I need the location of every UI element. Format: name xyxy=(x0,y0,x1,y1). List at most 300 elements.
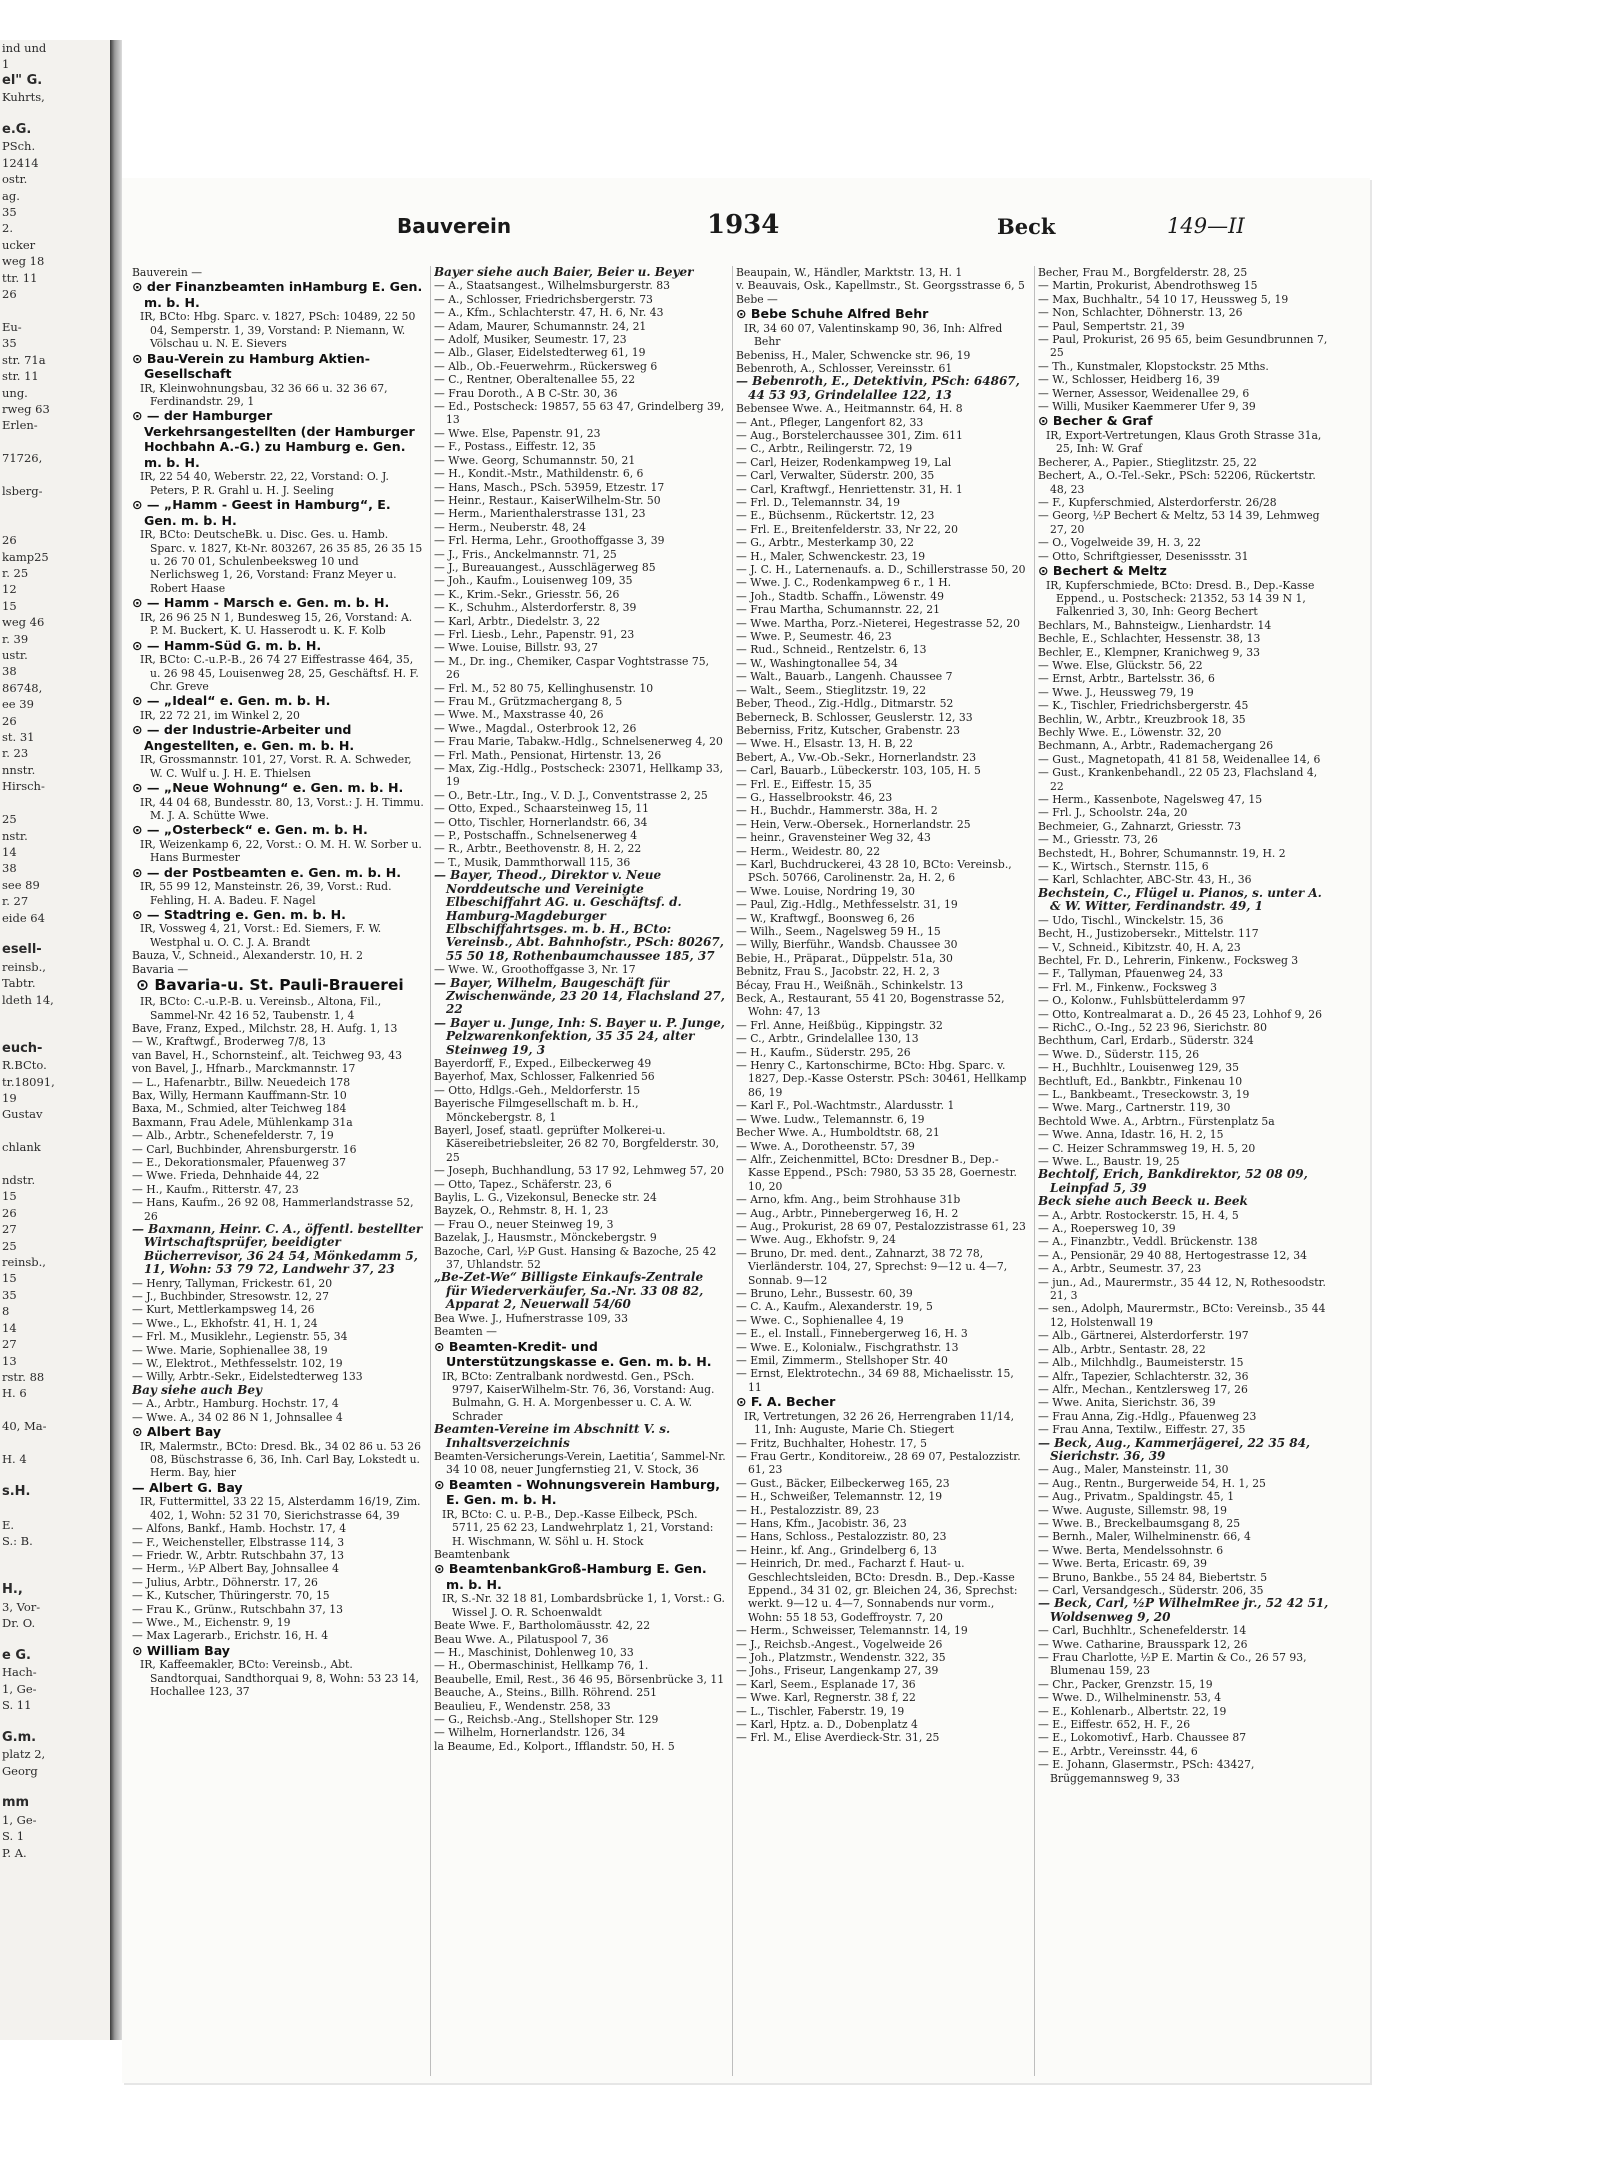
header-year: 1934 xyxy=(707,210,780,240)
fragment-line: 71726, xyxy=(2,451,43,466)
directory-entry: Bechtel, Fr. D., Lehrerin, Finkenw., Focksweg 3 xyxy=(1038,953,1299,967)
directory-entry: — Wwe., M., Eichenstr. 9, 19 xyxy=(132,1615,291,1629)
directory-entry: — Frl. E., Eiffestr. 15, 35 xyxy=(736,777,872,791)
directory-entry: — K., Krim.-Sekr., Griesstr. 56, 26 xyxy=(434,587,620,601)
fragment-line: 3, Vor- xyxy=(2,1599,41,1614)
directory-entry: — Karl, Seem., Esplanade 17, 36 xyxy=(736,1677,916,1691)
directory-entry: — Wwe. H., Elsastr. 13, H. B, 22 xyxy=(736,737,913,751)
directory-entry: — E., el. Install., Finnebergerweg 16, H. 3 xyxy=(736,1327,968,1341)
directory-entry: Bayerische Filmgesellschaft m. b. H., Mönckebergstr. 8, 1 xyxy=(434,1097,639,1124)
directory-entry: Bave, Franz, Exped., Milchstr. 28, H. Aufg. 1, 13 xyxy=(132,1021,398,1035)
directory-entry: — Alfr., Mechan., Kentzlersweg 17, 26 xyxy=(1038,1382,1248,1396)
directory-entry: — H., Schweißer, Telemannstr. 12, 19 xyxy=(736,1490,943,1504)
fragment-line: Dr. O. xyxy=(2,1616,36,1630)
directory-entry: — Wwe. Karl, Regnerstr. 38 f, 22 xyxy=(736,1691,916,1705)
fragment-line: Georg xyxy=(2,1763,38,1778)
directory-entry: Beber, Theod., Zig.-Hdlg., Ditmarstr. 52 xyxy=(736,697,954,711)
directory-entry: — E., Büchsenm., Rückertstr. 12, 23 xyxy=(736,509,935,523)
directory-entry: Bayerhof, Max, Schlosser, Falkenried 56 xyxy=(434,1070,655,1084)
fragment-line: S.: B. xyxy=(2,1533,33,1548)
firm-heading: ⊙ — „Osterbeck“ e. Gen. m. b. H. xyxy=(132,822,368,838)
directory-entry: — Bernh., Maler, Wilhelminenstr. 66, 4 xyxy=(1038,1530,1251,1544)
directory-entry: — Frl. M., Elise Averdieck-Str. 31, 25 xyxy=(736,1731,940,1745)
directory-entry: — A., Arbtr., Seumestr. 37, 23 xyxy=(1038,1262,1202,1276)
fragment-line: 15 xyxy=(2,1271,17,1286)
directory-entry: Bayerdorff, F., Exped., Eilbeckerweg 49 xyxy=(434,1056,652,1070)
page-number: 149—II xyxy=(1167,214,1245,238)
directory-entry: von Bavel, J., Hfnarb., Marckmannstr. 17 xyxy=(132,1062,356,1076)
directory-entry: — Alb., Ob.-Feuerwehrm., Rückersweg 6 xyxy=(434,359,658,373)
fragment-line: 26 xyxy=(2,287,17,302)
fragment-line: Eu- xyxy=(2,319,22,334)
fragment-line: 14 xyxy=(2,844,17,859)
fragment-line: 38 xyxy=(2,861,17,876)
directory-entry: — Otto, Tischler, Hornerlandstr. 66, 34 xyxy=(434,815,648,829)
directory-entry: — A., Finanzbtr., Veddl. Brückenstr. 138 xyxy=(1038,1235,1258,1249)
directory-entry: — H., Obermaschinist, Hellkamp 76, 1. xyxy=(434,1659,649,1673)
directory-entry: Becher Wwe. A., Humboldtstr. 68, 21 xyxy=(736,1126,940,1140)
fragment-line: H. 6 xyxy=(2,1386,27,1401)
directory-entry: — Carl, Buchhltr., Schenefelderstr. 14 xyxy=(1038,1624,1247,1638)
directory-entry: — Joh., Stadtb. Schaffn., Löwenstr. 49 xyxy=(736,589,944,603)
directory-entry: Bécay, Frau H., Weißnäh., Schinkelstr. 13 xyxy=(736,978,964,992)
directory-entry: — O., Vogelweide 39, H. 3, 22 xyxy=(1038,536,1201,550)
directory-entry: — Rud., Schneid., Rentzelstr. 6, 13 xyxy=(736,643,927,657)
directory-entry: Bayzek, O., Rehmstr. 8, H. 1, 23 xyxy=(434,1204,609,1218)
directory-entry: — Hans, Kfm., Jacobistr. 36, 23 xyxy=(736,1516,907,1530)
firm-heading: ⊙ der Finanzbeamten inHamburg E. Gen. m. b. H. xyxy=(132,279,423,310)
directory-entry: IR, Weizenkamp 6, 22, Vorst.: O. M. H. W. Sorber u. Hans Burmester xyxy=(140,837,422,865)
fragment-line xyxy=(0,1549,110,1565)
directory-entry: — Bayer, Wilhelm, Baugeschäft für Zwischenwände, 23 20 14, Flachsland 27, 22 xyxy=(434,975,725,1017)
fragment-line: esell- xyxy=(2,942,42,958)
directory-entry: — Gust., Krankenbehandl., 22 05 23, Flachsland 4, 22 xyxy=(1038,766,1318,793)
directory-entry: — Frau Anna, Zig.-Hdlg., Pfauenweg 23 xyxy=(1038,1409,1257,1423)
directory-entry: — Wwe. Berta, Mendelssohnstr. 6 xyxy=(1038,1543,1224,1557)
directory-entry: — Aug., Borstelerchaussee 301, Zim. 611 xyxy=(736,428,963,442)
directory-entry: Bayerl, Josef, staatl. geprüfter Molkerei-u. Käsereibetriebsleiter, 26 82 70, Borgfelderstr. 30, 25 xyxy=(434,1124,720,1164)
directory-entry: — Beck, Aug., Kammerjägerei, 22 35 84, Sierichstr. 36, 39 xyxy=(1038,1435,1311,1463)
directory-entry: Beaulieu, F., Wendenstr. 258, 33 xyxy=(434,1699,611,1713)
directory-entry: — Aug., Privatm., Spaldingstr. 45, 1 xyxy=(1038,1490,1235,1504)
fragment-line: rweg 63 xyxy=(2,401,50,416)
fragment-line: 14 xyxy=(2,1320,17,1335)
directory-entry: IR, Futtermittel, 33 22 15, Alsterdamm 16/19, Zim. 402, 1, Wohn: 52 31 70, Sierichstrasse 64, 39 xyxy=(140,1495,421,1522)
directory-entry: — Heinrich, Dr. med., Facharzt f. Haut- u. Geschlechtsleiden, BCto: Dresdn. B., Dep.-Kasse Eppend., 34 31 02, gr. Bleichen 24, 36, Sprechst: werkt. 9—12 u. 4—7, Sonnabends nur vorm., Wohn: 55 18 53, Godeffroystr. 7, 20 xyxy=(736,1557,1018,1624)
running-header xyxy=(122,178,1370,240)
fragment-line: 13 xyxy=(2,1353,17,1368)
directory-entry: — W., Washingtonallee 54, 34 xyxy=(736,656,898,670)
directory-entry: — Baxmann, Heinr. C. A., öffentl. bestellter Wirtschaftsprüfer, beeidigter Bücherrevisor, 36 24 54, Mönkedamm 5, 11, Wohn: 53 79 72, Landwehr 37, 23 xyxy=(132,1222,423,1277)
fragment-line: lsberg- xyxy=(2,483,43,498)
directory-entry: — Frl. Herma, Lehr., Groothoffgasse 3, 39 xyxy=(434,534,665,548)
directory-entry: Bebie, H., Präparat., Düppelstr. 51a, 30 xyxy=(736,951,953,965)
fragment-line: weg 18 xyxy=(2,254,45,269)
directory-entry: Beaubelle, Emil, Rest., 36 46 95, Börsenbrücke 3, 11 xyxy=(434,1672,725,1686)
fragment-line xyxy=(0,1467,110,1483)
entry-columns xyxy=(132,266,1332,2076)
directory-entry: — Carl, Kraftwgf., Henriettenstr. 31, H. 1 xyxy=(736,482,963,496)
directory-entry: — F., Kupferschmied, Alsterdorferstr. 26/28 xyxy=(1038,496,1277,509)
fragment-line: 25 xyxy=(2,1238,17,1253)
directory-entry: — Frau Charlotte, ½P E. Martin & Co., 26 57 93, Blumenau 159, 23 xyxy=(1038,1651,1307,1678)
directory-entry: — A., Kfm., Schlachterstr. 47, H. 6, Nr. 43 xyxy=(434,306,664,320)
directory-entry: — A., Schlosser, Friedrichsbergerstr. 73 xyxy=(434,292,653,306)
fragment-line: 38 xyxy=(2,664,17,679)
fragment-line xyxy=(0,1156,110,1172)
fragment-line: el" G. xyxy=(2,72,43,88)
fragment-line xyxy=(0,516,110,532)
fragment-line xyxy=(0,1402,110,1418)
directory-entry: — E., Dekorationsmaler, Pfauenweg 37 xyxy=(132,1155,346,1169)
directory-entry: IR, S.-Nr. 32 18 81, Lombardsbrücke 1, 1, Vorst.: G. Wissel J. O. R. Schoenwaldt xyxy=(442,1592,725,1619)
directory-entry: — Wwe. P., Seumestr. 46, 23 xyxy=(736,630,892,644)
directory-entry: — E. Johann, Glasermstr., PSch: 43427, Brüggemannsweg 9, 33 xyxy=(1038,1758,1255,1785)
directory-entry: Bechtolf, Erich, Bankdirektor, 52 08 09, Leinpfad 5, 39 xyxy=(1038,1167,1308,1195)
fragment-line xyxy=(0,1779,110,1795)
fragment-line: 19 xyxy=(2,1091,17,1105)
directory-entry: Bebenroth, A., Schlosser, Vereinsstr. 61 xyxy=(736,361,953,375)
directory-entry: — Hein, Verw.-Obersek., Hornerlandstr. 25 xyxy=(736,817,971,831)
firm-heading: ⊙ — Hamm-Süd G. m. b. H. xyxy=(132,637,322,653)
fragment-line xyxy=(0,1500,110,1516)
directory-entry: — W., Kraftwgf., Boonsweg 6, 26 xyxy=(736,911,915,925)
directory-entry: — Fritz, Buchhalter, Hohestr. 17, 5 xyxy=(736,1436,927,1450)
directory-entry: — Emil, Zimmerm., Stellshoper Str. 40 xyxy=(736,1354,948,1367)
fragment-line: 35 xyxy=(2,336,17,351)
directory-entry: — Ed., Postscheck: 19857, 55 63 47, Grindelberg 39, 13 xyxy=(434,400,725,427)
directory-entry: — Werner, Assessor, Weidenallee 29, 6 xyxy=(1038,386,1250,400)
directory-entry: — Karl, Schlachter, ABC-Str. 43, H., 36 xyxy=(1038,873,1252,887)
directory-entry: van Bavel, H., Schornsteinf., alt. Teichweg 93, 43 xyxy=(132,1048,403,1062)
directory-entry: — G., Reichsb.-Ang., Stellshoper Str. 129 xyxy=(434,1713,659,1727)
fragment-line: E. xyxy=(2,1517,15,1532)
directory-entry: — Alb., Arbtr., Schenefelderstr. 7, 19 xyxy=(132,1129,334,1143)
fragment-line: reinsb., xyxy=(2,1255,46,1270)
fragment-line xyxy=(0,467,110,483)
fragment-line: e G. xyxy=(2,1647,31,1663)
directory-entry: — E., Arbtr., Vereinsstr. 44, 6 xyxy=(1038,1744,1198,1758)
directory-entry: — Bebenroth, E., Detektivin, PSch: 64867, 44 53 93, Grindelallee 122, 13 xyxy=(736,374,1020,402)
directory-entry: IR, 26 96 25 N 1, Bundesweg 15, 26, Vorstand: A. P. M. Buckert, K. U. Hasserodt u. K. F. Kolb xyxy=(140,610,413,638)
directory-entry: IR, Kaffeemakler, BCto: Vereinsb., Abt. Sandtorquai, Sandthorquai 9, 8, Wohn: 53 23 14, Hochallee 123, 37 xyxy=(140,1658,419,1699)
directory-entry: — K., Tischler, Friedrichsbergerstr. 45 xyxy=(1038,699,1249,713)
directory-entry: — Willy, Bierführ., Wandsb. Chaussee 30 xyxy=(736,938,958,952)
directory-entry: — Frl. Math., Pensionat, Hirtenstr. 13, 26 xyxy=(434,748,662,762)
directory-entry: — A., Roepersweg 10, 39 xyxy=(1038,1222,1176,1236)
directory-entry: Bay siehe auch Bey xyxy=(132,1382,263,1397)
directory-entry: IR, Grossmannstr. 101, 27, Vorst. R. A. Schweder, W. C. Wulf u. J. H. E. Thielsen xyxy=(140,753,412,780)
directory-entry: — Wwe. L., Baustr. 19, 25 xyxy=(1038,1155,1180,1168)
directory-entry: — Wwe. D., Süderstr. 115, 26 xyxy=(1038,1047,1200,1061)
fragment-line xyxy=(0,303,110,319)
directory-entry: — Paul, Prokurist, 26 95 65, beim Gesundbrunnen 7, 25 xyxy=(1038,333,1328,360)
fragment-line: ndstr. xyxy=(2,1173,36,1188)
directory-entry: IR, Kupferschmiede, BCto: Dresd. B., Dep.-Kasse Eppend., u. Postscheck: 21352, 53 14 39 N 1, Falkenried 3, 30, Inh: Georg Bechert xyxy=(1046,578,1315,619)
directory-entry: Becht, H., Justizobersekr., Mittelstr. 117 xyxy=(1038,927,1259,941)
directory-entry: — Wwe. J. C., Rodenkampweg 6 r., 1 H. xyxy=(736,576,952,590)
directory-entry: — Wwe. Anita, Sierichstr. 36, 39 xyxy=(1038,1396,1216,1410)
directory-entry: — W., Kraftwgf., Broderweg 7/8, 13 xyxy=(132,1035,326,1049)
directory-entry: IR, BCto: C.-u.P.-B. u. Vereinsb., Altona, Fil., Sammel-Nr. 42 16 52, Taubenstr. 1, 4 xyxy=(140,995,382,1022)
directory-entry: Bebert, A., Vw.-Ob.-Sekr., Hornerlandstr. 23 xyxy=(736,750,977,764)
directory-entry: — Joh., Platzmstr., Wendenstr. 322, 35 xyxy=(736,1651,946,1665)
fragment-line: G.m. xyxy=(2,1729,37,1745)
directory-entry: — T., Musik, Dammthorwall 115, 36 xyxy=(434,855,631,869)
fragment-line xyxy=(0,106,110,122)
directory-entry: — E., Kohlenarb., Albertstr. 22, 19 xyxy=(1038,1704,1227,1718)
directory-entry: — Wwe. Anna, Idastr. 16, H. 2, 15 xyxy=(1038,1128,1224,1142)
directory-entry: — Wwe. Ludw., Telemannstr. 6, 19 xyxy=(736,1112,925,1126)
fragment-line: 26 xyxy=(2,713,17,728)
directory-entry: Beberniss, Fritz, Kutscher, Grabenstr. 23 xyxy=(736,723,960,737)
directory-entry: — Wwe. W., Groothoffgasse 3, Nr. 17 xyxy=(434,963,636,977)
fragment-line xyxy=(0,1123,110,1139)
firm-heading: ⊙ — „Hamm - Geest in Hamburg“, E. Gen. m. b. H. xyxy=(132,497,391,528)
directory-entry: — Frl. M., Finkenw., Focksweg 3 xyxy=(1038,980,1217,994)
directory-entry: — W., Schlosser, Heidberg 16, 39 xyxy=(1038,373,1220,387)
directory-entry: — Wwe. A., Dorotheenstr. 57, 39 xyxy=(736,1139,915,1153)
directory-entry: — Walt., Bauarb., Langenh. Chaussee 7 xyxy=(736,670,953,684)
directory-entry: — Julius, Arbtr., Döhnerstr. 17, 26 xyxy=(132,1575,318,1589)
directory-entry: — F., Weichensteller, Elbstrasse 114, 3 xyxy=(132,1535,345,1549)
directory-entry: IR, 22 72 21, im Winkel 2, 20 xyxy=(140,708,300,722)
directory-entry: — G., Arbtr., Mesterkamp 30, 22 xyxy=(736,536,915,550)
directory-entry: — Alb., Arbtr., Sentastr. 28, 22 xyxy=(1038,1342,1206,1356)
firm-heading: ⊙ Bechert & Meltz xyxy=(1038,563,1167,579)
directory-entry: — Wwe., L., Ekhofstr. 41, H. 1, 24 xyxy=(132,1316,318,1330)
directory-entry: — Arno, kfm. Ang., beim Strohhause 31b xyxy=(736,1193,961,1207)
directory-entry: — M., Griesstr. 73, 26 xyxy=(1038,833,1158,847)
directory-entry: — Herm., ½P Albert Bay, Johnsallee 4 xyxy=(132,1562,339,1576)
directory-entry: — Otto, Hdlgs.-Geh., Meldorferstr. 15 xyxy=(434,1083,641,1097)
fragment-line: euch- xyxy=(2,1040,43,1056)
directory-entry: — Herm., Marienthalerstrasse 131, 23 xyxy=(434,507,646,521)
directory-entry: „Be-Zet-We“ Billigste Einkaufs-Zentrale für Wiederverkäufer, Sa.-Nr. 33 08 82, Apparat 2, Neuerwall 54/60 xyxy=(434,1270,704,1312)
directory-entry: — Karl F., Pol.-Wachtmstr., Alardusstr. 1 xyxy=(736,1099,955,1113)
directory-entry: — V., Schneid., Kibitzstr. 40, H. A, 23 xyxy=(1038,940,1241,954)
directory-entry: — J. C. H., Laternenaufs. a. D., Schillerstrasse 50, 20 xyxy=(736,563,1026,577)
directory-entry: v. Beauvais, Osk., Kapellmstr., St. Georgsstrasse 6, 5 xyxy=(736,279,1025,293)
column-2 xyxy=(434,266,726,2076)
fragment-line: 35 xyxy=(2,205,17,220)
directory-entry: la Beaume, Ed., Kolport., Ifflandstr. 50, H. 5 xyxy=(434,1739,675,1753)
directory-entry: Bechler, E., Klempner, Kranichweg 9, 33 xyxy=(1038,645,1260,659)
fragment-line: rstr. 88 xyxy=(2,1369,45,1384)
directory-entry: — RichC., O.-Ing., 52 23 96, Sierichstr. 80 xyxy=(1038,1020,1267,1034)
directory-entry: — H., Maschinist, Dohlenweg 10, 33 xyxy=(434,1646,634,1659)
fragment-line: r. 27 xyxy=(2,894,29,909)
directory-entry: IR, 44 04 68, Bundesstr. 80, 13, Vorst.: J. H. Timmu. M. J. A. Schütte Wwe. xyxy=(140,795,424,822)
directory-entry: — E., Lokomotivf., Harb. Chaussee 87 xyxy=(1038,1731,1247,1745)
directory-entry: Baxmann, Frau Adele, Mühlenkamp 31a xyxy=(132,1115,353,1129)
directory-entry: Beberneck, B. Schlosser, Geuslerstr. 12, 33 xyxy=(736,710,973,724)
directory-entry: — Frau Gertr., Konditoreiw., 28 69 07, Pestalozzistr. 61, 23 xyxy=(736,1449,1021,1477)
fragment-line xyxy=(0,1713,110,1729)
directory-entry: Bebeniss, H., Maler, Schwencke str. 96, 19 xyxy=(736,348,971,362)
directory-entry: IR, 55 99 12, Mansteinstr. 26, 39, Vorst.: Rud. Fehling, H. A. Badeu. F. Nagel xyxy=(140,880,392,907)
directory-entry: — Beck, Carl, ½P WilhelmRee jr., 52 42 51, Woldsenweg 9, 20 xyxy=(1038,1596,1329,1624)
directory-entry: — Frau Doroth., A B C-Str. 30, 36 xyxy=(434,386,618,400)
directory-entry: — Wwe. Aug., Ekhofstr. 9, 24 xyxy=(736,1233,896,1247)
directory-entry: — Alb., Milchhdlg., Baumeisterstr. 15 xyxy=(1038,1356,1244,1370)
directory-entry: — C., Arbtr., Reilingerstr. 72, 19 xyxy=(736,442,913,456)
fragment-line: 26 xyxy=(2,533,17,548)
fragment-line xyxy=(0,1008,110,1024)
fragment-line xyxy=(0,1631,110,1647)
fragment-line: 40, Ma- xyxy=(2,1419,47,1434)
fragment-line: ung. xyxy=(2,385,28,400)
directory-entry: — Carl, Verwalter, Süderstr. 200, 35 xyxy=(736,469,935,483)
directory-entry: IR, BCto: C. u. P.-B., Dep.-Kasse Eilbeck, PSch. 5711, 25 62 23, Landwehrplatz 1, 21, Vorstand: H. Wischmann, W. Söhl u. H. Stock xyxy=(442,1507,714,1548)
directory-entry: IR, Kleinwohnungsbau, 32 36 66 u. 32 36 67, Ferdinandstr. 29, 1 xyxy=(140,381,388,409)
fragment-line: 15 xyxy=(2,598,17,613)
directory-entry: Bea Wwe. J., Hufnerstrasse 109, 33 xyxy=(434,1311,629,1325)
fragment-line: 27 xyxy=(2,1337,17,1352)
directory-entry: — Adolf, Musiker, Seumestr. 17, 23 xyxy=(434,333,627,347)
directory-entry: IR, BCto: DeutscheBk. u. Disc. Ges. u. Hamb. Sparc. v. 1827, Kt-Nr. 803267, 26 35 85, 26 35 15 u. 26 70 01, Schulenbeeksweg 10 und Nerlichsweg 1, 26, Vorstand: Franz Meyer u. Robert Haase xyxy=(140,528,423,595)
fragment-line: e.G. xyxy=(2,122,32,138)
directory-entry: — Alb., Glaser, Eidelstedterweg 61, 19 xyxy=(434,346,646,360)
fragment-line: P. A. xyxy=(2,1845,27,1860)
firm-heading: ⊙ — „Neue Wohnung“ e. Gen. m. b. H. xyxy=(132,780,404,796)
directory-entry: — Wwe. Berta, Ericastr. 69, 39 xyxy=(1038,1557,1207,1571)
directory-entry: — Non, Schlachter, Döhnerstr. 13, 26 xyxy=(1038,306,1243,320)
directory-entry: — L., Tischler, Faberstr. 19, 19 xyxy=(736,1704,905,1718)
directory-entry: — H., Pestalozzistr. 89, 23 xyxy=(736,1503,880,1517)
directory-entry: — Alfons, Bankf., Hamb. Hochstr. 17, 4 xyxy=(132,1522,347,1536)
directory-entry: Bauza, V., Schneid., Alexanderstr. 10, H. 2 xyxy=(132,949,363,963)
directory-entry: — Carl, Buchbinder, Ahrensburgerstr. 16 xyxy=(132,1142,357,1156)
directory-entry: — Ernst, Arbtr., Bartelsstr. 36, 6 xyxy=(1038,672,1215,686)
directory-entry: — Wwe. B., Breckelbaumsgang 8, 25 xyxy=(1038,1516,1241,1530)
directory-entry: — Karl, Arbtr., Diedelstr. 3, 22 xyxy=(434,614,601,628)
fragment-line: H. 4 xyxy=(2,1451,27,1466)
directory-entry: — O., Kolonw., Fuhlsbüttelerdamm 97 xyxy=(1038,994,1246,1008)
directory-entry: — J., Reichsb.-Angest., Vogelweide 26 xyxy=(736,1637,943,1651)
directory-entry: — Wwe. A., 34 02 86 N 1, Johnsallee 4 xyxy=(132,1410,343,1424)
book-gutter xyxy=(110,40,122,2040)
directory-entry: — Frl. Liesb., Lehr., Papenstr. 91, 23 xyxy=(434,627,635,641)
directory-entry: Bavaria — xyxy=(132,962,189,976)
header-first-entry: Bauverein xyxy=(397,214,512,238)
directory-entry: Beaupain, W., Händler, Marktstr. 13, H. 1 xyxy=(736,266,963,279)
directory-entry: — Otto, Schriftgiesser, Desenissstr. 31 xyxy=(1038,549,1249,563)
directory-entry: — Hans, Schloss., Pestalozzistr. 80, 23 xyxy=(736,1530,947,1544)
header-last-entry: Beck xyxy=(997,214,1056,239)
fragment-line: Hach- xyxy=(2,1665,37,1680)
directory-entry: — Carl, Heizer, Rodenkampweg 19, Lal xyxy=(736,455,952,469)
directory-entry: — Frl. J., Schoolstr. 24a, 20 xyxy=(1038,806,1188,820)
directory-entry: — Udo, Tischl., Winckelstr. 15, 36 xyxy=(1038,913,1224,927)
directory-entry: IR, BCto: Hbg. Sparc. v. 1827, PSch: 10489, 22 50 04, Semperstr. 1, 39, Vorstand: P. Niemann, W. Völschau u. N. E. Sievers xyxy=(140,310,416,351)
firm-heading: ⊙ F. A. Becher xyxy=(736,1394,836,1410)
directory-entry: — C., Arbtr., Grindelallee 130, 13 xyxy=(736,1032,919,1046)
fragment-line: Gustav xyxy=(2,1107,43,1122)
fragment-line: 15 xyxy=(2,1189,17,1204)
directory-entry: Bechstedt, H., Bohrer, Schumannstr. 19, H. 2 xyxy=(1038,846,1286,860)
directory-entry: — A., Arbtr. Rostockerstr. 15, H. 4, 5 xyxy=(1038,1208,1239,1222)
column-4 xyxy=(1038,266,1330,2076)
directory-entry: Bayer siehe auch Baier, Beier u. Beyer xyxy=(434,266,694,279)
directory-entry: — Th., Kunstmaler, Klopstockstr. 25 Mths. xyxy=(1038,359,1269,373)
directory-entry: Bebensee Wwe. A., Heitmannstr. 64, H. 8 xyxy=(736,402,963,416)
directory-entry: — H., Kondit.-Mstr., Mathildenstr. 6, 6 xyxy=(434,467,644,481)
directory-entry: — Alfr., Zeichenmittel, BCto: Dresdner B., Dep.-Kasse Eppend., PSch: 7980, 53 35 28, Goernestr. 10, 20 xyxy=(736,1152,1017,1193)
directory-entry: — C. A., Kaufm., Alexanderstr. 19, 5 xyxy=(736,1300,933,1314)
directory-entry: — Kurt, Mettlerkampsweg 14, 26 xyxy=(132,1303,315,1317)
directory-entry: — E., Eiffestr. 652, H. F., 26 xyxy=(1038,1718,1191,1732)
directory-entry: — Georg, ½P Bechert & Meltz, 53 14 39, Lehmweg 27, 20 xyxy=(1038,509,1320,536)
directory-entry: — R., Arbtr., Beethovenstr. 8, H. 2, 22 xyxy=(434,842,642,856)
directory-entry: Beamten-Versicherungs-Verein, Laetitia‘, Sammel-Nr. 34 10 08, neuer Jungfernstieg 21, V. Stock, 36 xyxy=(434,1449,726,1477)
fragment-line: nstr. xyxy=(2,828,28,843)
directory-entry: Beauche, A., Steins., Billh. Röhrend. 251 xyxy=(434,1686,658,1700)
directory-entry: — jun., Ad., Maurermstr., 35 44 12, N, Rothesoodstr. 21, 3 xyxy=(1038,1275,1326,1303)
firm-heading: ⊙ — Hamm - Marsch e. Gen. m. b. H. xyxy=(132,595,390,611)
fragment-line: chlank xyxy=(2,1140,41,1155)
directory-entry: — F., Tallyman, Pfauenweg 24, 33 xyxy=(1038,967,1223,981)
directory-entry: Bechtluft, Ed., Bankbtr., Finkenau 10 xyxy=(1038,1074,1243,1088)
directory-entry: — Otto, Exped., Schaarsteinweg 15, 11 xyxy=(434,802,650,816)
directory-entry: — Frau K., Grünw., Rutschbahn 37, 13 xyxy=(132,1602,344,1616)
directory-entry: — Wwe. Louise, Billstr. 93, 27 xyxy=(434,641,599,655)
directory-entry: — Bruno, Bankbe., 55 24 84, Biebertstr. 5 xyxy=(1038,1570,1268,1584)
directory-entry: — Walt., Seem., Stieglitzstr. 19, 22 xyxy=(736,683,927,697)
fragment-line: 1 xyxy=(2,57,10,72)
directory-entry: — Wwe. Frieda, Dehnhaide 44, 22 xyxy=(132,1169,320,1183)
fragment-line: R.BCto. xyxy=(2,1058,47,1073)
fragment-line xyxy=(0,795,110,811)
directory-entry: Bechmeier, G., Zahnarzt, Griesstr. 73 xyxy=(1038,819,1242,833)
directory-entry: — Frau Anna, Textilw., Eiffestr. 27, 35 xyxy=(1038,1423,1246,1437)
directory-entry: Becher, Frau M., Borgfelderstr. 28, 25 xyxy=(1038,266,1248,279)
fragment-line: ind und xyxy=(2,41,47,55)
directory-entry: — Frl. E., Breitenfelderstr. 33, Nr 22, 20 xyxy=(736,522,959,536)
fragment-line: 1, Ge- xyxy=(2,1812,37,1827)
directory-entry: IR, Vertretungen, 32 26 26, Herrengraben 11/14, 11, Inh: Auguste, Marie Ch. Stiegert xyxy=(744,1409,1015,1437)
fragment-line xyxy=(0,1024,110,1040)
directory-entry: — Herm., Neuberstr. 48, 24 xyxy=(434,520,587,534)
directory-entry: Becherer, A., Papier., Stieglitzstr. 25, 22 xyxy=(1038,455,1257,469)
directory-entry: — Max, Zig.-Hdlg., Postscheck: 23071, Hellkamp 33, 19 xyxy=(434,762,724,789)
fragment-line: kamp25 xyxy=(2,549,49,564)
directory-entry: — Alb., Gärtnerei, Alsterdorferstr. 197 xyxy=(1038,1329,1249,1343)
directory-entry: — Karl, Buchdruckerei, 43 28 10, BCto: Vereinsb., PSch. 50766, Carolinenstr. 2a, H. 2, 6 xyxy=(736,857,1012,885)
fragment-line xyxy=(0,1435,110,1451)
directory-entry: — Wwe. Marg., Cartnerstr. 119, 30 xyxy=(1038,1101,1231,1115)
directory-entry: Beate Wwe. F., Bartholomäusstr. 42, 22 xyxy=(434,1619,651,1633)
directory-entry: — Bayer, Theod., Direktor v. Neue Norddeutsche und Vereinigte Elbeschiffahrt AG. u. Geschäftsf. d. Hamburg-Magdeburger Elbschiffahrtsges. m. b. H., BCto: Vereinsb., Abt. Bahnhofstr., PSch: 80267, 55 50 18, Rothenbaumchaussee 185, 37 xyxy=(434,868,724,963)
directory-entry: — Wwe. Georg, Schumannstr. 50, 21 xyxy=(434,453,636,467)
fragment-line: r. 39 xyxy=(2,631,29,646)
firm-heading: ⊙ Bebe Schuhe Alfred Behr xyxy=(736,306,929,322)
directory-entry: IR, BCto: C.-u.P.-B., 26 74 27 Eiffestrasse 464, 35, u. 26 98 45, Louisenweg 28, 25, Geschäftsf. H. F. Chr. Greve xyxy=(140,653,419,693)
fragment-line: 1, Ge- xyxy=(2,1681,37,1696)
directory-entry: — Johs., Friseur, Langenkamp 27, 39 xyxy=(736,1664,939,1678)
directory-entry: — K., Kutscher, Thüringerstr. 70, 15 xyxy=(132,1589,330,1603)
directory-entry: — C. Heizer Schrammsweg 19, H. 5, 20 xyxy=(1038,1141,1256,1155)
directory-entry: — Willi, Musiker Kaemmerer Ufer 9, 39 xyxy=(1038,400,1256,414)
directory-entry: — L., Hafenarbtr., Billw. Neuedeich 178 xyxy=(132,1075,351,1089)
directory-entry: — A., Arbtr., Hamburg. Hochstr. 17, 4 xyxy=(132,1397,339,1411)
directory-entry: — Alfr., Tapezier, Schlachterstr. 32, 36 xyxy=(1038,1369,1249,1383)
directory-entry: Bechly Wwe. E., Löwenstr. 32, 20 xyxy=(1038,726,1222,739)
firm-heading: ⊙ — der Hamburger Verkehrsangestellten (der Hamburger Hochbahn A.-G.) zu Hamburg e. Gen. m. b. H. xyxy=(132,408,415,470)
directory-entry: — heinr., Gravensteiner Weg 32, 43 xyxy=(736,831,931,845)
directory-entry: — Ant., Pfleger, Langenfort 82, 33 xyxy=(736,415,924,429)
directory-entry: Baxa, M., Schmied, alter Teichweg 184 xyxy=(132,1102,347,1116)
